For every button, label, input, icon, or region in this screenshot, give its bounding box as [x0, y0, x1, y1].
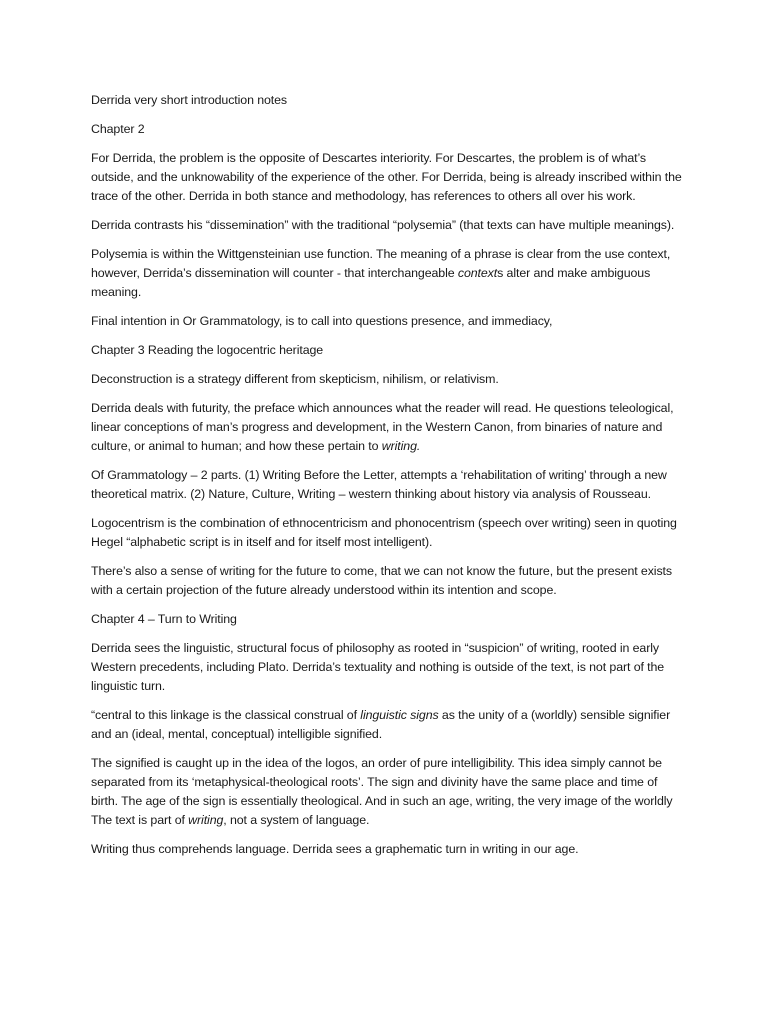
paragraph-polysemia — [91, 245, 687, 302]
paragraph-polysemia-text-a: Polysemia is within the Wittgensteinian use function. The meaning of a phrase is clear from the use context, however, Derrida’s dissemination will counter - that interchangeable — [91, 247, 671, 280]
document-title: Derrida very short introduction notes — [91, 93, 288, 107]
paragraph-dissemination: Derrida contrasts his “dissemination” with the traditional “polysemia” (that texts can have multiple meanings). — [91, 218, 675, 232]
paragraph-final-intention: Final intention in Or Grammatology, is to call into questions presence, and immediacy, — [91, 314, 553, 328]
paragraph-deconstruction: Deconstruction is a strategy different from skepticism, nihilism, or relativism. — [91, 372, 499, 386]
paragraph-futurity-emphasis: writing. — [381, 439, 421, 453]
chapter-4-heading: Chapter 4 – Turn to Writing — [91, 612, 237, 626]
paragraph-signified-text-a: The signified is caught up in the idea of the logos, an order of pure intelligibility. This idea simply cannot be separated from its ‘metaphysical-theological roots’. The sign and divinity have the same place and time of birth. The age of the sign is essentially theological. And in such an age, writing, the very image of the worldly The text is part of — [91, 756, 673, 827]
chapter-2-heading: Chapter 2 — [91, 122, 145, 136]
paragraph-linguistic-signs-text-a: “central to this linkage is the classical construal of — [91, 708, 361, 722]
paragraph-signified-text-b: , not a system of language. — [223, 813, 370, 827]
paragraph-interiority: For Derrida, the problem is the opposite of Descartes interiority. For Descartes, the problem is of what’s outside, and the unknowability of the experience of the other. For Derrida, being is already inscribed within the trace of the other. Derrida in both stance and methodology, has references to others all over his work. — [91, 151, 682, 203]
paragraph-linguistic-signs-text-b: as the unity of a (worldly) sensible signifier and an (ideal, mental, conceptual) intelligible signified. — [91, 708, 671, 741]
paragraph-linguistic-focus: Derrida sees the linguistic, structural focus of philosophy as rooted in “suspicion” of writing, rooted in early Western precedents, including Plato. Derrida’s textuality and nothing is outside of the text, is not part of the linguistic turn. — [91, 641, 665, 693]
paragraph-polysemia-text-b: s alter and make ambiguous meaning. — [91, 266, 651, 299]
paragraph-linguistic-signs — [91, 706, 687, 744]
paragraph-futurity — [91, 399, 687, 456]
paragraph-logocentrism: Logocentrism is the combination of ethnocentricism and phonocentrism (speech over writing) seen in quoting Hegel “alphabetic script is in itself and for itself most intelligent). — [91, 516, 677, 549]
chapter-3-heading: Chapter 3 Reading the logocentric heritage — [91, 343, 324, 357]
paragraph-signified — [91, 754, 687, 830]
paragraph-linguistic-signs-emphasis: linguistic signs — [360, 708, 439, 722]
document-body — [91, 91, 687, 869]
paragraph-future: There’s also a sense of writing for the future to come, that we can not know the future, but the present exists with a certain projection of the future already understood within its intention and scope. — [91, 564, 672, 597]
paragraph-polysemia-emphasis: context — [457, 266, 498, 280]
paragraph-signified-emphasis: writing — [188, 813, 224, 827]
paragraph-graphematic-turn: Writing thus comprehends language. Derrida sees a graphematic turn in writing in our age. — [91, 842, 579, 856]
paragraph-of-grammatology: Of Grammatology – 2 parts. (1) Writing Before the Letter, attempts a ‘rehabilitation of writing’ through a new theoretical matrix. (2) Nature, Culture, Writing – western thinking about history via analysis of Rousseau. — [91, 468, 667, 501]
paragraph-futurity-text: Derrida deals with futurity, the preface which announces what the reader will read. He questions teleological, linear conceptions of man’s progress and development, in the Western Canon, from binaries of nature and culture, or animal to human; and how these pertain to — [91, 401, 674, 453]
